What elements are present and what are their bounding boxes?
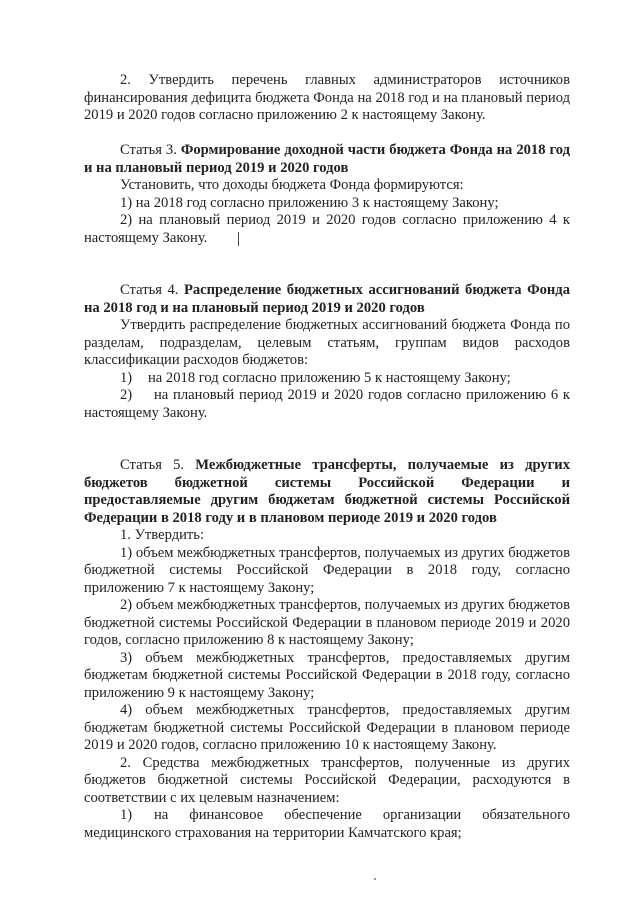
article-4-heading: [84, 282, 570, 317]
article-5-item-1: [84, 807, 570, 842]
article-3-para-1: Установить, что доходы бюджета Фонда формируются:: [120, 177, 464, 193]
article-4-item-1: [84, 370, 570, 388]
spacer: [84, 125, 570, 143]
article-5-number: Статья 5.: [120, 457, 196, 473]
article-5-heading: [84, 457, 570, 527]
article-4-item-2: [84, 387, 570, 422]
item-text: на 2018 год согласно приложению 5 к настоящему Закону;: [148, 369, 511, 386]
item-number: 1): [120, 807, 133, 823]
article-5-para-4: 3) объем межбюджетных трансфертов, предоставляемых другим бюджетам бюджетной системы Российской Федерации в 2018 году, согласно приложению 9 к настоящему Закону;: [84, 649, 570, 701]
article-5-para-3: 2) объем межбюджетных трансфертов, получаемых из других бюджетов бюджетной системы Российской Федерации в плановом периоде 2019 и 2020 годов, согласно приложению 8 к настоящему Закону;: [84, 597, 570, 648]
spacer: [84, 265, 570, 283]
article-3-para-2: 1) на 2018 год согласно приложению 3 к настоящему Закону;: [120, 194, 499, 211]
article-4-para-1: Утвердить распределение бюджетных ассигнований бюджета Фонда по разделам, подразделам, целевым статьям, группам видов расходов классификации расходов бюджетов:: [84, 317, 570, 368]
document-body: [84, 72, 570, 842]
article-3-para-3: 2) на плановый период 2019 и 2020 годов согласно приложению 4 к настоящему Закону.: [84, 212, 570, 246]
article-5-para-6: 2. Средства межбюджетных трансфертов, полученные из других бюджетов бюджетной системы Российской Федерации, расходуются в соответствии с их целевым назначением:: [84, 754, 570, 806]
article-5-title: Межбюджетные трансферты, получаемые из других бюджетов бюджетной системы Российской Федерации и предоставляемые другим бюджетам бюджетной системы Российской Федерации в 2018 году и в плановом периоде 2019 и 2020 годов: [84, 457, 570, 526]
article-3-title: Формирование доходной части бюджета Фонда на 2018 год и на плановый период 2019 и 2020 годов: [84, 142, 570, 176]
item-2-paragraph: 2. Утвердить перечень главных администраторов источников финансирования дефицита бюджета Фонда на 2018 год и на плановый период 2019 и 2020 годов согласно приложению 2 к настоящему Закону.: [84, 72, 570, 123]
item-number: 2): [120, 387, 133, 403]
article-5-para-5: 4) объем межбюджетных трансфертов, предоставляемых другим бюджетам бюджетной системы Российской Федерации в плановом периоде 2019 и 2020 годов, согласно приложению 10 к настоящему Закону.: [84, 702, 570, 753]
item-text: на финансовое обеспечение организации обязательного медицинского страхования на территории Камчатского края;: [84, 807, 570, 841]
spacer: [84, 422, 570, 440]
scan-mark: [238, 232, 239, 246]
article-5-para-2: 1) объем межбюджетных трансфертов, получаемых из других бюджетов бюджетной системы Российской Федерации в 2018 году, согласно приложению 7 к настоящему Закону;: [84, 544, 570, 596]
article-4-title: Распределение бюджетных ассигнований бюджета Фонда на 2018 год и на плановый период 2019 и 2020 годов: [84, 282, 570, 316]
article-3-heading: [84, 142, 570, 177]
scan-speck: [374, 878, 376, 880]
article-4-number: Статья 4.: [120, 282, 184, 298]
spacer: [84, 440, 570, 458]
spacer: [84, 247, 570, 265]
item-number: 1): [120, 369, 133, 386]
article-5-para-1: 1. Утвердить:: [120, 527, 205, 543]
article-3-number: Статья 3.: [120, 142, 181, 158]
item-text: на плановый период 2019 и 2020 годов согласно приложению 6 к настоящему Закону.: [84, 387, 570, 421]
